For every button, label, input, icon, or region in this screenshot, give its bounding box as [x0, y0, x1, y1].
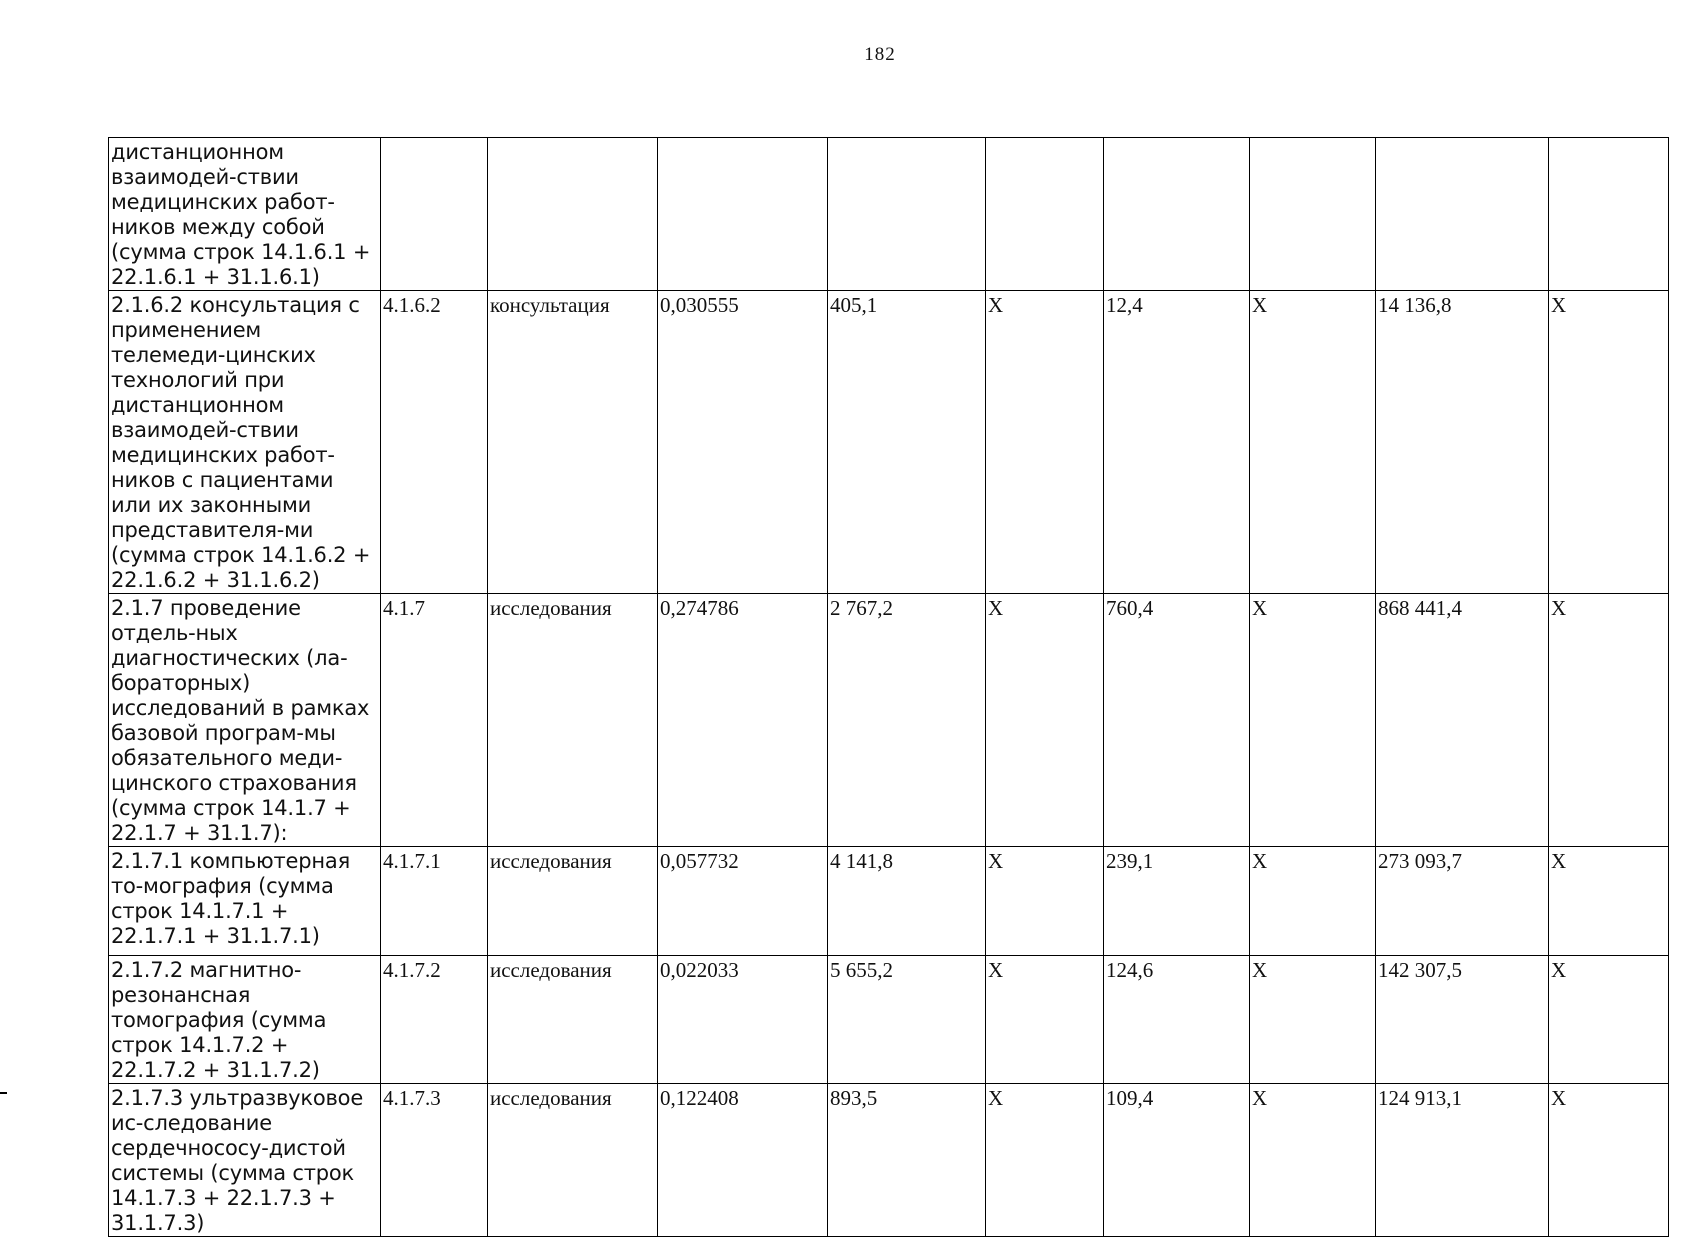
row-cost: 405,1 — [828, 291, 986, 594]
row-col-7: 239,1 — [1104, 847, 1250, 956]
row-col-7: 124,6 — [1104, 956, 1250, 1084]
row-description: 2.1.7 проведение отдель-ных диагностических (ла-бораторных) исследований в рамках базовой програм-мы обязательного меди-цинского страхования (сумма строк 14.1.7 + 22.1.7 + 31.1.7): — [109, 594, 381, 847]
row-cost: 893,5 — [828, 1084, 986, 1237]
row-col-10: X — [1549, 594, 1669, 847]
row-code: 4.1.6.2 — [381, 291, 488, 594]
data-table — [108, 137, 1669, 1237]
row-col-10: X — [1549, 1084, 1669, 1237]
row-col-7: 109,4 — [1104, 1084, 1250, 1237]
row-col-6: X — [986, 956, 1104, 1084]
row-col-9: 868 441,4 — [1376, 594, 1549, 847]
row-unit: исследования — [488, 594, 658, 847]
row-cost: 4 141,8 — [828, 847, 986, 956]
row-col-8: X — [1250, 291, 1376, 594]
row-col-9 — [1376, 138, 1549, 291]
row-col-6 — [986, 138, 1104, 291]
table-row — [109, 847, 1669, 956]
row-volume: 0,122408 — [658, 1084, 828, 1237]
row-col-6: X — [986, 1084, 1104, 1237]
margin-mark — [0, 1092, 7, 1094]
row-code: 4.1.7 — [381, 594, 488, 847]
page-number: 182 — [864, 44, 896, 65]
row-volume: 0,057732 — [658, 847, 828, 956]
row-unit: исследования — [488, 956, 658, 1084]
table-row — [109, 594, 1669, 847]
row-col-10: X — [1549, 847, 1669, 956]
row-col-8: X — [1250, 847, 1376, 956]
row-code: 4.1.7.1 — [381, 847, 488, 956]
row-col-9: 273 093,7 — [1376, 847, 1549, 956]
row-volume: 0,030555 — [658, 291, 828, 594]
row-volume — [658, 138, 828, 291]
row-volume: 0,274786 — [658, 594, 828, 847]
row-col-10: X — [1549, 291, 1669, 594]
row-unit: консультация — [488, 291, 658, 594]
row-col-8 — [1250, 138, 1376, 291]
row-col-6: X — [986, 291, 1104, 594]
row-description: 2.1.6.2 консультация с применением телемеди-цинских технологий при дистанционном взаимодей-ствии медицинских работ-ников с пациентами или их законными представителя-ми (сумма строк 14.1.6.2 + 22.1.6.2 + 31.1.6.2) — [109, 291, 381, 594]
row-unit: исследования — [488, 1084, 658, 1237]
row-col-8: X — [1250, 594, 1376, 847]
row-col-9: 124 913,1 — [1376, 1084, 1549, 1237]
row-cost: 5 655,2 — [828, 956, 986, 1084]
row-col-8: X — [1250, 1084, 1376, 1237]
row-col-7: 12,4 — [1104, 291, 1250, 594]
row-description: 2.1.7.2 магнитно-резонансная томография (сумма строк 14.1.7.2 + 22.1.7.2 + 31.1.7.2) — [109, 956, 381, 1084]
row-col-6: X — [986, 594, 1104, 847]
row-col-9: 142 307,5 — [1376, 956, 1549, 1084]
table-row — [109, 138, 1669, 291]
row-unit: исследования — [488, 847, 658, 956]
row-volume: 0,022033 — [658, 956, 828, 1084]
row-cost — [828, 138, 986, 291]
row-cost: 2 767,2 — [828, 594, 986, 847]
row-col-8: X — [1250, 956, 1376, 1084]
row-description: 2.1.7.3 ультразвуковое ис-следование сердечнососу-дистой системы (сумма строк 14.1.7.3 + 22.1.7.3 + 31.1.7.3) — [109, 1084, 381, 1237]
row-col-9: 14 136,8 — [1376, 291, 1549, 594]
row-description: дистанционном взаимодей-ствии медицинских работ-ников между собой (сумма строк 14.1.6.1 + 22.1.6.1 + 31.1.6.1) — [109, 138, 381, 291]
row-code: 4.1.7.3 — [381, 1084, 488, 1237]
row-col-7 — [1104, 138, 1250, 291]
row-col-7: 760,4 — [1104, 594, 1250, 847]
row-col-10 — [1549, 138, 1669, 291]
row-col-6: X — [986, 847, 1104, 956]
table-row — [109, 956, 1669, 1084]
table-row — [109, 1084, 1669, 1237]
row-code — [381, 138, 488, 291]
table-row — [109, 291, 1669, 594]
row-description: 2.1.7.1 компьютерная то-мография (сумма строк 14.1.7.1 + 22.1.7.1 + 31.1.7.1) — [109, 847, 381, 956]
row-code: 4.1.7.2 — [381, 956, 488, 1084]
row-col-10: X — [1549, 956, 1669, 1084]
row-unit — [488, 138, 658, 291]
